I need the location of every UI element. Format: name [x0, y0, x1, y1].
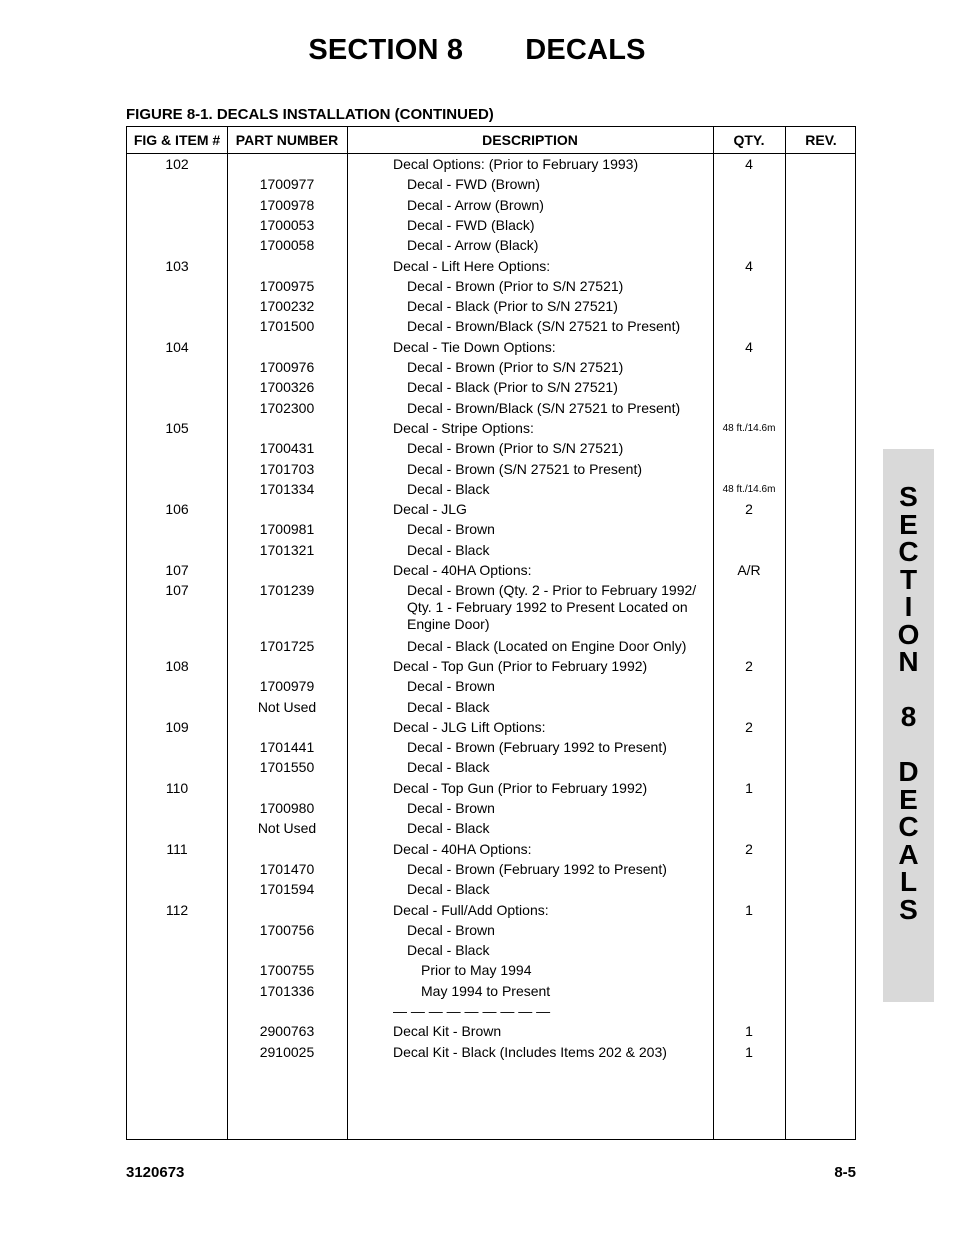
header-qty: QTY.: [733, 132, 765, 148]
part-number-cell: 1700058: [259, 237, 315, 254]
part-number-cell: 1700980: [259, 800, 315, 816]
part-number-cell: 2900763: [259, 1023, 315, 1040]
part-number-cell: 1700756: [259, 921, 315, 938]
part-number-cell: 1700326: [259, 379, 315, 396]
part-number-cell: 1701239: [259, 582, 315, 599]
description-cell: Decal - Black: [407, 942, 490, 959]
header-description: DESCRIPTION: [482, 132, 578, 148]
part-number-cell: 1700975: [259, 277, 315, 294]
description-cell: — — — — — — — — —: [393, 1003, 551, 1019]
part-number-cell: 1700981: [259, 521, 315, 538]
section-side-tab: [883, 449, 934, 1002]
description-cell: Decal - Black: [407, 881, 490, 898]
description-cell: Decal - JLG: [393, 501, 467, 518]
fig-item-cell: 110: [165, 779, 189, 796]
side-tab-letter: E: [899, 508, 918, 540]
description-cell: Decal - Top Gun (Prior to February 1992): [393, 779, 648, 796]
part-number-cell: 1701594: [259, 881, 315, 898]
fig-item-cell: 107: [165, 562, 189, 578]
description-cell: Decal - Black (Located on Engine Door Only): [407, 637, 687, 654]
description-cell: Decal - Brown (February 1992 to Present): [407, 739, 667, 756]
side-tab-letter: L: [899, 866, 918, 897]
fig-item-cell: 107: [165, 582, 189, 599]
header-part-number: PART NUMBER: [235, 132, 339, 148]
part-number-cell: 1700232: [259, 298, 315, 315]
column-divider: [785, 127, 786, 1139]
description-cell: Decal - Black: [407, 480, 490, 497]
part-number-cell: 1701441: [259, 739, 315, 756]
side-tab-letter: N: [898, 646, 919, 677]
part-number-cell: Not Used: [257, 698, 317, 715]
side-tab-letter: C: [898, 536, 919, 567]
description-cell: Decal - Brown/Black (S/N 27521 to Present): [407, 399, 681, 416]
description-cell: Decal - Black: [407, 541, 490, 558]
part-number-cell: 1700431: [259, 440, 315, 457]
figure-title: FIGURE 8-1. DECALS INSTALLATION (CONTINUED): [126, 106, 494, 123]
header-rev: REV.: [805, 132, 837, 148]
description-cell: Decal - Brown: [407, 678, 495, 695]
description-cell: Decal - Top Gun (Prior to February 1992): [393, 657, 648, 674]
side-tab-letter: I: [904, 591, 913, 622]
side-tab-letter: O: [897, 618, 920, 650]
description-cell: Decal - 40HA Options:: [393, 840, 532, 857]
side-tab-letter: C: [898, 811, 919, 842]
description-cell: Decal - Full/Add Options:: [393, 901, 549, 918]
page-number: 8-5: [834, 1164, 856, 1181]
description-cell: Decal - Brown: [407, 800, 495, 816]
qty-cell: 1: [745, 1043, 753, 1060]
side-tab-letter: E: [899, 783, 918, 815]
description-cell: Decal - FWD (Black): [407, 216, 535, 233]
part-number-cell: 1700978: [259, 196, 315, 213]
side-tab-letter: S: [899, 893, 918, 925]
qty-cell: 4: [745, 257, 753, 274]
part-number-cell: 1702300: [259, 399, 315, 416]
description-cell: Decal - Black (Prior to S/N 27521): [407, 298, 618, 315]
header-fig-item: FIG & ITEM #: [133, 132, 221, 148]
description-cell: Decal - Stripe Options:: [393, 419, 534, 436]
description-cell: Decal Options: (Prior to February 1993): [393, 156, 639, 172]
document-number: 3120673: [126, 1164, 185, 1181]
part-number-cell: 1700053: [259, 216, 315, 233]
fig-item-cell: 105: [165, 419, 189, 436]
qty-cell: 1: [745, 779, 753, 796]
description-cell: Decal - Black: [407, 759, 490, 776]
qty-cell: 1: [745, 901, 753, 918]
description-cell: Decal Kit - Black (Includes Items 202 & 203): [393, 1043, 667, 1060]
part-number-cell: 1700755: [259, 962, 315, 979]
side-tab-letter: D: [898, 756, 919, 787]
part-number-cell: 1701321: [259, 541, 315, 558]
description-cell: Decal - Tie Down Options:: [393, 338, 556, 355]
part-number-cell: 1701550: [259, 759, 315, 776]
qty-cell: 2: [745, 840, 753, 857]
qty-cell: A/R: [737, 562, 761, 578]
side-tab-letter: S: [899, 481, 918, 512]
qty-cell: 4: [745, 156, 753, 172]
description-cell: Decal - Black (Prior to S/N 27521): [407, 379, 618, 396]
side-tab-letter: T: [899, 563, 918, 595]
description-cell: Decal - Black: [407, 698, 490, 715]
part-number-cell: 2910025: [259, 1043, 315, 1060]
description-cell: Decal - Brown (S/N 27521 to Present): [407, 460, 642, 477]
description-cell: Decal - 40HA Options:: [393, 562, 532, 578]
parts-table: [126, 126, 856, 1140]
part-number-cell: 1700977: [259, 176, 315, 193]
part-number-cell: 1701725: [259, 637, 315, 654]
column-divider: [347, 127, 348, 1139]
qty-cell: 2: [745, 657, 753, 674]
description-cell: Decal - FWD (Brown): [407, 176, 541, 193]
description-cell: Decal - Arrow (Black): [407, 237, 539, 254]
description-cell: Decal - Brown (Prior to S/N 27521): [407, 277, 624, 294]
part-number-cell: 1701470: [259, 860, 315, 877]
fig-item-cell: 108: [165, 657, 189, 674]
part-number-cell: 1701334: [259, 480, 315, 497]
header-divider: [127, 153, 855, 154]
description-cell: Decal - Arrow (Brown): [407, 196, 544, 213]
fig-item-cell: 104: [165, 338, 189, 355]
side-tab-letter: 8: [900, 701, 917, 732]
part-number-cell: 1700976: [259, 359, 315, 375]
qty-cell: 48 ft./14.6m: [722, 422, 776, 434]
fig-item-cell: 111: [166, 840, 188, 857]
description-cell: Decal - JLG Lift Options:: [393, 718, 546, 735]
fig-item-cell: 103: [165, 257, 189, 274]
part-number-cell: 1701500: [259, 318, 315, 335]
description-cell: Prior to May 1994: [421, 962, 532, 979]
section-title: [0, 28, 954, 72]
part-number-cell: 1701703: [259, 460, 315, 477]
fig-item-cell: 112: [165, 901, 189, 918]
fig-item-cell: 102: [165, 156, 189, 172]
side-tab-letter: A: [898, 838, 919, 870]
description-cell: Decal - Brown (February 1992 to Present): [407, 860, 667, 877]
part-number-cell: 1701336: [259, 982, 315, 999]
part-number-cell: Not Used: [257, 820, 317, 837]
section-label: SECTION 8: [308, 33, 464, 66]
part-number-cell: 1700979: [259, 678, 315, 695]
qty-cell: 2: [745, 501, 753, 518]
description-cell: Decal - Black: [407, 820, 490, 837]
qty-cell: 1: [745, 1023, 753, 1040]
description-cell: Decal - Brown (Prior to S/N 27521): [407, 359, 624, 375]
description-cell: Decal - Brown/Black (S/N 27521 to Present): [407, 318, 681, 335]
description-cell: May 1994 to Present: [421, 982, 551, 999]
qty-cell: 4: [745, 338, 753, 355]
qty-cell: 48 ft./14.6m: [722, 483, 776, 495]
description-cell: Decal - Brown (Qty. 2 - Prior to February 1992/ Qty. 1 - February 1992 to Present Located on Engine Door): [407, 582, 697, 633]
description-cell: Decal - Brown (Prior to S/N 27521): [407, 440, 624, 457]
description-cell: Decal - Brown: [407, 921, 495, 938]
fig-item-cell: 106: [165, 501, 189, 518]
description-cell: Decal Kit - Brown: [393, 1023, 502, 1040]
qty-cell: 2: [745, 718, 753, 735]
description-cell: Decal - Lift Here Options:: [393, 257, 551, 274]
fig-item-cell: 109: [165, 718, 189, 735]
description-cell: Decal - Brown: [407, 521, 495, 538]
section-name: DECALS: [525, 33, 646, 66]
